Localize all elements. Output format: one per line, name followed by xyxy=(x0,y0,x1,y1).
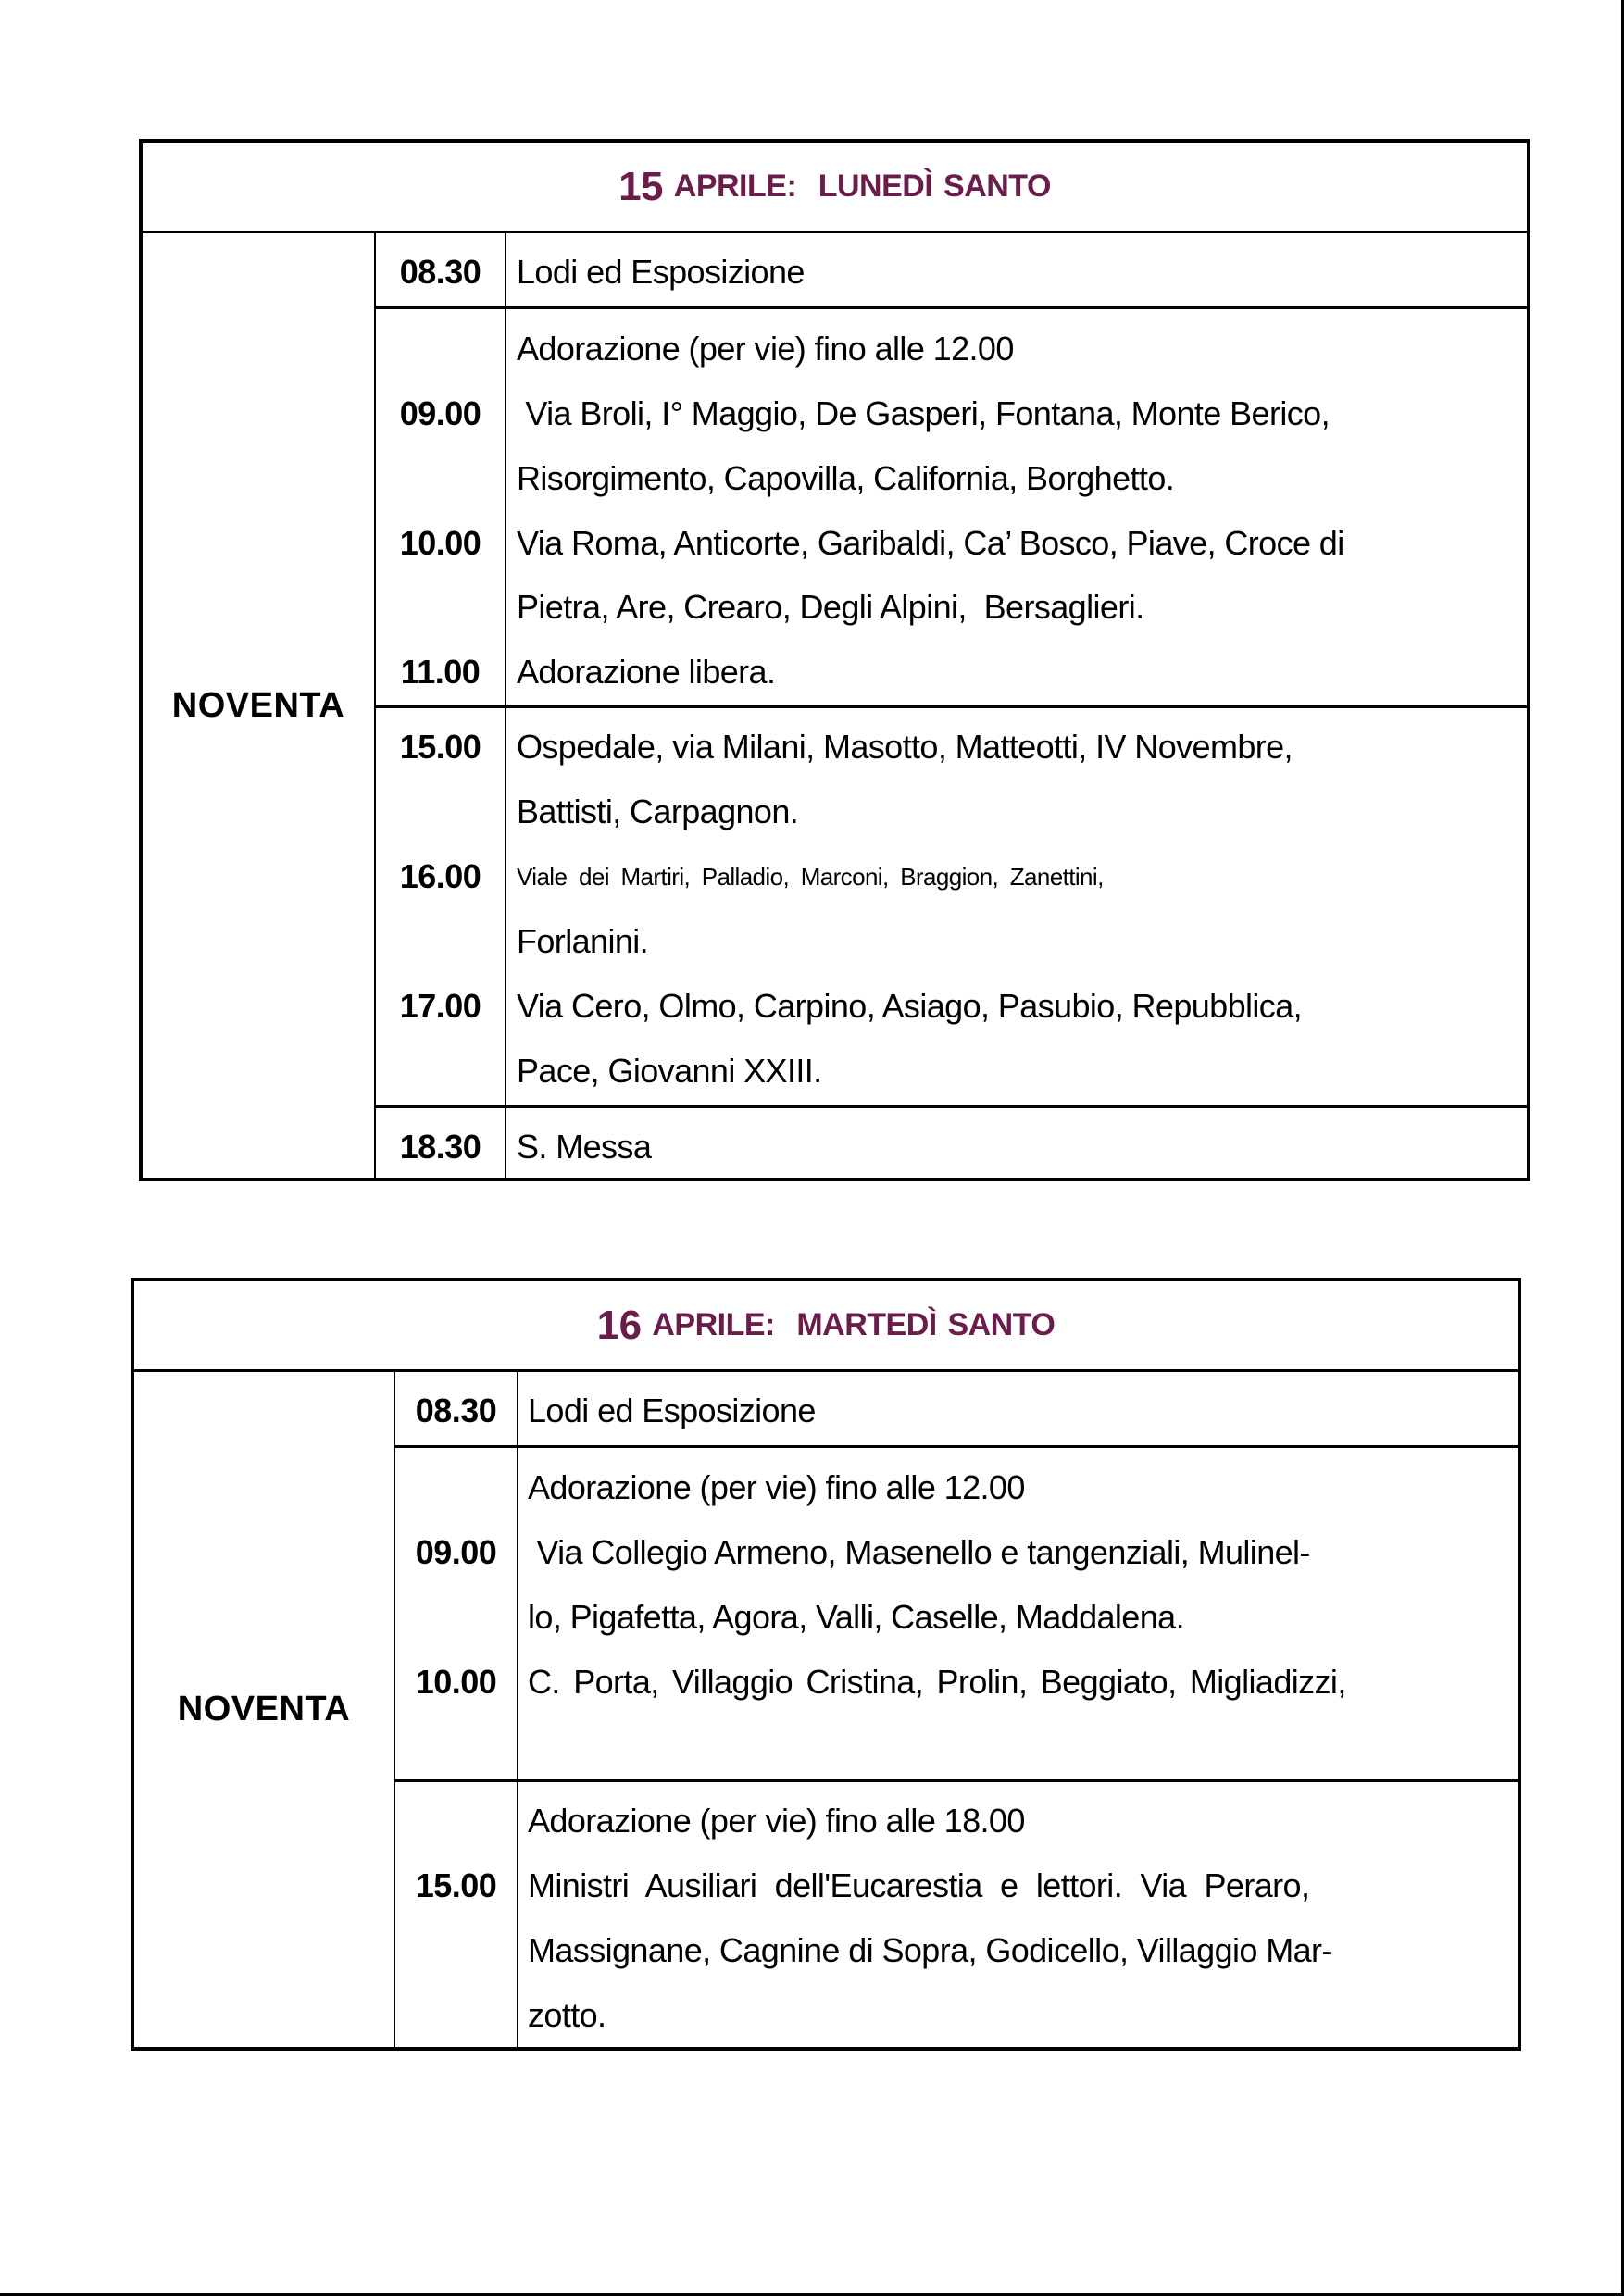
event-text: Pace, Giovanni XXIII. xyxy=(517,1052,822,1090)
event-text: Adorazione (per vie) fino alle 18.00 xyxy=(528,1802,1025,1840)
event-text: zotto. xyxy=(528,1996,606,2034)
event-text: Adorazione (per vie) fino alle 12.00 xyxy=(528,1468,1025,1506)
event-text: S. Messa xyxy=(517,1128,652,1166)
event-text: Ospedale, via Milani, Masotto, Matteotti, IV Novembre, xyxy=(517,728,1293,766)
event-text: Massignane, Cagnine di Sopra, Godicello, Villaggio Mar- xyxy=(528,1931,1332,1969)
time-cell: 17.00 xyxy=(399,987,481,1025)
schedule-table-lunedi xyxy=(139,139,1530,1181)
event-text: C. Porta, Villaggio Cristina, Prolin, Beggiato, Migliadizzi, xyxy=(528,1663,1346,1701)
schedule-table-martedi xyxy=(131,1278,1521,2051)
time-cell: 08.30 xyxy=(399,253,481,291)
event-text: Risorgimento, Capovilla, California, Borghetto. xyxy=(517,459,1175,497)
event-text: Lodi ed Esposizione xyxy=(528,1391,816,1429)
time-cell: 10.00 xyxy=(415,1663,497,1701)
event-text: Adorazione (per vie) fino alle 12.00 xyxy=(517,330,1014,368)
time-cell: 18.30 xyxy=(399,1128,481,1166)
event-text: Pietra, Are, Crearo, Degli Alpini, Bersaglieri. xyxy=(517,588,1144,626)
time-cell: 10.00 xyxy=(399,524,481,562)
table-heading xyxy=(134,1281,1518,1372)
event-text: Via Cero, Olmo, Carpino, Asiago, Pasubio, Repubblica, xyxy=(517,987,1303,1025)
event-text: Lodi ed Esposizione xyxy=(517,253,805,291)
event-text: Adorazione libera. xyxy=(517,653,776,691)
heading-feast: SANTO xyxy=(943,168,1051,204)
place-label: NOVENTA xyxy=(177,1690,351,1728)
time-cell: 08.30 xyxy=(415,1391,497,1429)
heading-month: APRILE: xyxy=(652,1307,775,1342)
time-cell: 11.00 xyxy=(400,653,481,691)
time-cell: 15.00 xyxy=(399,728,481,766)
time-cell: 09.00 xyxy=(415,1533,497,1571)
event-text: Battisti, Carpagnon. xyxy=(517,792,799,830)
column-divider xyxy=(517,1370,518,2051)
event-text: Forlanini. xyxy=(517,922,649,960)
heading-weekday: LUNEDÌ xyxy=(818,168,933,204)
row-divider xyxy=(374,306,1527,309)
time-cell: 16.00 xyxy=(399,857,481,895)
heading-day-number: 16 xyxy=(596,1302,642,1348)
place-label: NOVENTA xyxy=(171,685,345,725)
event-text: lo, Pigafetta, Agora, Valli, Caselle, Maddalena. xyxy=(528,1598,1184,1636)
heading-day-number: 15 xyxy=(618,163,664,209)
row-divider xyxy=(374,705,1527,708)
row-divider xyxy=(394,1779,1518,1782)
time-cell: 09.00 xyxy=(399,394,481,432)
event-text: Via Collegio Armeno, Masenello e tangenziali, Mulinel- xyxy=(528,1533,1310,1571)
row-divider xyxy=(394,1445,1518,1448)
event-text: Via Roma, Anticorte, Garibaldi, Ca’ Bosco, Piave, Croce di xyxy=(517,524,1344,562)
heading-weekday: MARTEDÌ xyxy=(796,1307,937,1342)
row-divider xyxy=(374,1105,1527,1108)
time-cell: 15.00 xyxy=(415,1866,497,1904)
event-text: Via Broli, I° Maggio, De Gasperi, Fontana, Monte Berico, xyxy=(517,394,1330,432)
event-text: Ministri Ausiliari dell'Eucarestia e lettori. Via Peraro, xyxy=(528,1866,1310,1904)
heading-feast: SANTO xyxy=(947,1307,1056,1342)
event-text: Viale dei Martiri, Palladio, Marconi, Braggion, Zanettini, xyxy=(517,863,1104,891)
table-heading xyxy=(143,143,1527,233)
heading-month: APRILE: xyxy=(673,168,797,204)
